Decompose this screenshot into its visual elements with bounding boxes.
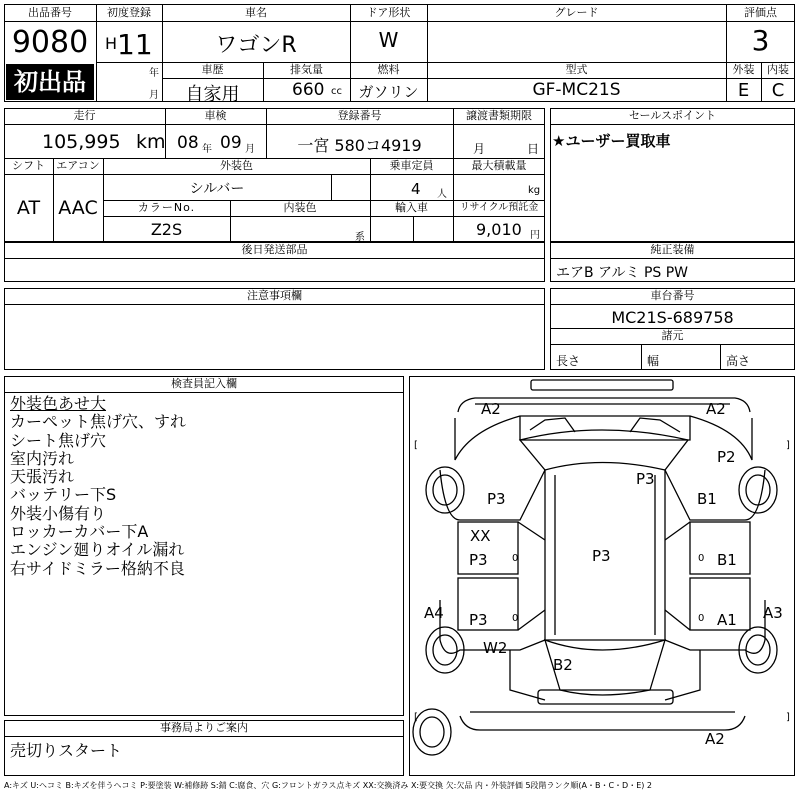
mark-left-front-xx: XX bbox=[470, 527, 491, 545]
grade-label: グレード bbox=[554, 6, 599, 19]
mark-front-right: A2 bbox=[706, 400, 726, 418]
type-label: 型式 bbox=[565, 63, 588, 76]
mark-hood: P3 bbox=[636, 470, 655, 488]
note-line: 右サイドミラー格納不良 bbox=[10, 558, 185, 578]
fuel-label: 燃料 bbox=[377, 63, 400, 76]
mark-left-rear-door: P3 bbox=[469, 611, 488, 629]
mark-right-front-fender: P2 bbox=[717, 448, 736, 466]
reg-year: 11 bbox=[117, 28, 153, 61]
mark-left-front-door: P3 bbox=[469, 551, 488, 569]
mark-front-left: A2 bbox=[481, 400, 501, 418]
score-value: 3 bbox=[751, 24, 770, 57]
mark-right-front-door-top: B1 bbox=[697, 490, 717, 508]
capacity-unit: 人 bbox=[437, 189, 447, 200]
colorno-label: カラーNo. bbox=[137, 201, 196, 214]
capacity-label: 乗車定員 bbox=[389, 159, 434, 172]
capacity-value: 4 bbox=[411, 180, 421, 198]
model-label: 車名 bbox=[245, 6, 267, 19]
ext-value: E bbox=[737, 80, 750, 101]
first-listing-text: 初出品 bbox=[14, 68, 86, 96]
era: H bbox=[105, 34, 118, 53]
mark-right-front-o: 0 bbox=[698, 553, 705, 564]
mark-left-quarter: A4 bbox=[424, 604, 444, 622]
color-label: 外装色 bbox=[220, 159, 253, 172]
lot-number: 9080 bbox=[11, 25, 89, 60]
bracket-right: ] bbox=[786, 712, 790, 723]
transfer-day: 日 bbox=[527, 142, 540, 156]
import-label: 輸入車 bbox=[395, 201, 428, 214]
interior-label: 内装色 bbox=[283, 201, 317, 214]
displacement-value: 660 bbox=[292, 80, 325, 100]
inspection-label: 車検 bbox=[204, 109, 227, 122]
transfer-month: 月 bbox=[473, 142, 486, 156]
fuel-value: ガソリン bbox=[358, 83, 419, 101]
bracket-left: [ bbox=[414, 712, 418, 723]
load-unit: kg bbox=[528, 185, 541, 196]
colorno-value: Z2S bbox=[150, 220, 183, 239]
mark-left-front-door-top: P3 bbox=[487, 490, 506, 508]
mileage-unit: km bbox=[136, 131, 166, 153]
color-value: シルバー bbox=[189, 181, 245, 197]
note-line: 天張汚れ bbox=[10, 467, 75, 487]
type-value: GF-MC21S bbox=[532, 80, 621, 100]
mark-right-rear-o: 0 bbox=[698, 613, 705, 624]
mark-right-front-door: B1 bbox=[717, 551, 737, 569]
plate-label: 登録番号 bbox=[337, 109, 382, 122]
lot-label: 出品番号 bbox=[28, 6, 72, 19]
sales-label: セールスポイント bbox=[628, 109, 716, 122]
dims-label: 諸元 bbox=[661, 329, 684, 342]
ext-label: 外装 bbox=[732, 63, 755, 76]
insp-month-unit: 月 bbox=[245, 144, 255, 155]
recycle-label: リサイクル預託金 bbox=[459, 202, 539, 213]
note-line: カーペット焦げ穴、すれ bbox=[10, 412, 187, 432]
dims-height: 高さ bbox=[726, 354, 751, 368]
interior-unit: 系 bbox=[355, 232, 365, 243]
sales-value: ★ユーザー買取車 bbox=[552, 132, 671, 150]
equipment-label: 純正装備 bbox=[650, 243, 695, 256]
history-value: 自家用 bbox=[185, 84, 240, 105]
equipment-value: エアB アルミ PS PW bbox=[556, 265, 689, 281]
mileage-value: 105,995 bbox=[42, 131, 121, 153]
displacement-unit: cc bbox=[331, 86, 342, 97]
mark-right-rear-door: A1 bbox=[717, 611, 737, 629]
ac-label: エアコン bbox=[56, 159, 100, 172]
chassis-label: 車台番号 bbox=[650, 289, 695, 302]
mark-roof: P3 bbox=[592, 547, 611, 565]
recycle-unit: 円 bbox=[530, 230, 540, 241]
score-label: 評価点 bbox=[744, 6, 777, 19]
shift-label: シフト bbox=[12, 159, 45, 172]
displacement-label: 排気量 bbox=[290, 63, 323, 76]
legend: A:キズ U:ヘコミ B:キズを伴うヘコミ P:要塗装 W:補修跡 S:錆 C:腐食、穴 G:フロントガラス点キズ XX:交換済み X:要交換 欠:欠品 内・外装評価 5段階ランク順(A・B・C・D・E) 2 bbox=[4, 781, 653, 790]
int-label: 内装 bbox=[767, 63, 789, 76]
chassis-value: MC21S-689758 bbox=[611, 308, 734, 327]
office-label: 事務局よりご案内 bbox=[160, 721, 248, 734]
dims-width: 幅 bbox=[647, 354, 660, 368]
bracket-right: ] bbox=[786, 440, 790, 451]
inspector-label: 検査員記入欄 bbox=[171, 377, 237, 390]
note-line: 外装小傷有り bbox=[10, 503, 107, 523]
note-line: 室内汚れ bbox=[10, 448, 75, 468]
mileage-label: 走行 bbox=[73, 109, 96, 122]
office-value: 売切りスタート bbox=[10, 741, 123, 760]
recycle-value: 9,010 bbox=[476, 220, 522, 239]
month-unit: 月 bbox=[149, 90, 159, 101]
insp-year: 08 bbox=[177, 133, 199, 153]
note-line: バッテリー下S bbox=[10, 485, 117, 505]
shift-value: AT bbox=[16, 197, 41, 219]
mark-left-rear-o: 0 bbox=[512, 613, 519, 624]
model-name: ワゴンR bbox=[215, 33, 297, 58]
note-line: エンジン廻りオイル漏れ bbox=[10, 540, 185, 560]
year-unit: 年 bbox=[149, 68, 159, 79]
door-value: W bbox=[378, 28, 399, 52]
mark-trunk: B2 bbox=[553, 656, 573, 674]
mark-right-quarter: A3 bbox=[763, 604, 783, 622]
caution-label: 注意事項欄 bbox=[247, 289, 302, 302]
insp-year-unit: 年 bbox=[202, 144, 212, 155]
history-label: 車歴 bbox=[201, 63, 224, 76]
mark-left-front-o: 0 bbox=[512, 553, 519, 564]
reg-year-label: 初度登録 bbox=[107, 6, 151, 19]
parts-label: 後日発送部品 bbox=[241, 243, 308, 256]
ac-value: AAC bbox=[58, 197, 98, 219]
insp-month: 09 bbox=[220, 133, 242, 153]
note-line: ロッカーカバー下A bbox=[10, 522, 149, 542]
load-label: 最大積載量 bbox=[471, 159, 527, 172]
door-label: ドア形状 bbox=[366, 6, 411, 19]
transfer-label: 譲渡書類期限 bbox=[466, 109, 532, 122]
dims-length: 長さ bbox=[556, 354, 581, 368]
int-value: C bbox=[771, 80, 785, 101]
note-line: シート焦げ穴 bbox=[10, 430, 107, 450]
note-line: 外装色あせ大 bbox=[10, 394, 107, 413]
mark-left-rear-wheel: W2 bbox=[483, 639, 508, 657]
mark-rear-bumper: A2 bbox=[705, 730, 725, 748]
bracket-left: [ bbox=[414, 440, 418, 451]
plate-value: 一宮 580コ4919 bbox=[297, 136, 422, 155]
